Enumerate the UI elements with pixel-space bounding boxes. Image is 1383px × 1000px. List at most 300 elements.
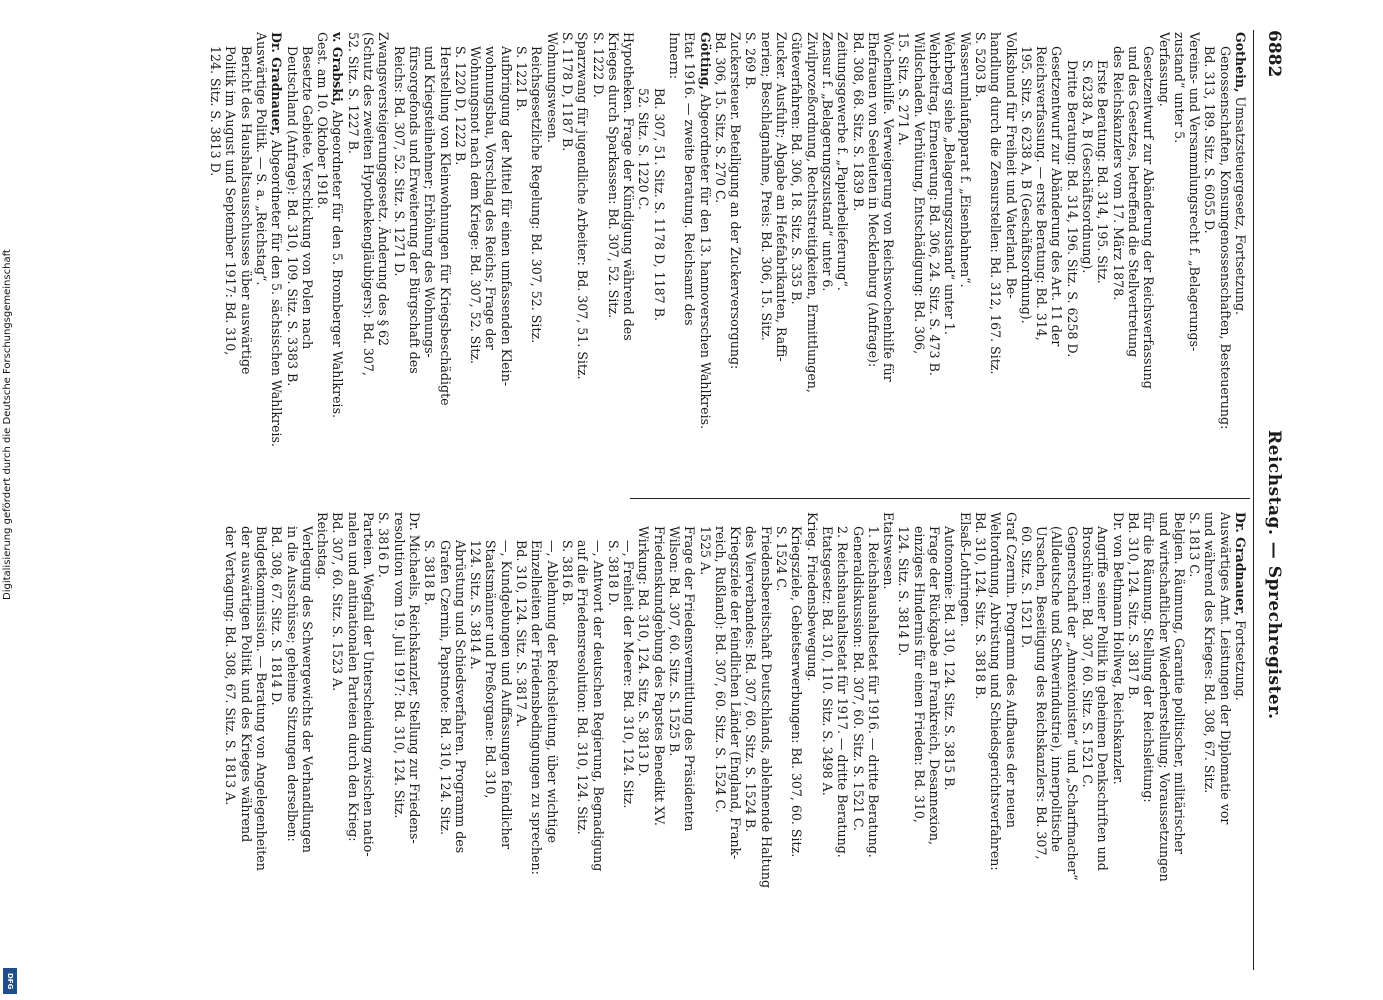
entry-text: S. 3816 D.	[376, 512, 392, 578]
register-entry	[254, 32, 269, 490]
entry-line	[590, 512, 605, 970]
entry-line	[697, 32, 712, 490]
entry-line	[238, 512, 253, 970]
entry-text: Reichstag.	[315, 512, 331, 580]
entry-text: 195. Sitz. S. 6238 A, B (Geschäftsordnung).	[1018, 46, 1034, 324]
entry-line	[560, 512, 575, 970]
register-entry	[1080, 512, 1111, 970]
register-entry	[896, 512, 957, 970]
entry-text: Zivilprozeßordnung, Rechtsstreitigkeiten, Ermittlungen,	[804, 32, 820, 393]
dfg-logo: DFG	[3, 968, 17, 994]
entry-line	[942, 32, 957, 490]
entry-text: Angriffe seiner Politik in geheimen Denkschriften und	[1095, 526, 1111, 871]
register-entry	[208, 32, 254, 490]
entry-line	[636, 32, 651, 490]
entry-line	[1080, 32, 1095, 490]
entry-line	[254, 32, 269, 490]
entry-text: Gesetzentwurf zur Abänderung der Reichsverfassung	[1141, 46, 1157, 389]
entry-text: Bd. 307, 60. Sitz. S. 1523 A.	[330, 512, 346, 692]
entry-line	[376, 32, 391, 490]
entry-line	[437, 32, 452, 490]
register-entry	[315, 32, 346, 490]
entry-text: Verlegung des Schwergewichts der Verhandlungen	[299, 526, 315, 853]
entry-text: Bd. 310, 124. Sitz. S. 3818 B.	[972, 512, 988, 700]
entry-text: —, Ablehnung der Reichsleitung, über wichtige	[544, 540, 560, 843]
entry-line	[1217, 32, 1232, 490]
register-entry	[957, 32, 972, 490]
entry-line	[1126, 512, 1141, 970]
entry-line	[575, 32, 590, 490]
entry-text: Elsaß-Lothringen.	[957, 512, 973, 627]
entry-text: Bd. 313, 189. Sitz. S. 6055 D.	[1202, 46, 1218, 234]
entry-text: S. 1222 D.	[590, 32, 606, 98]
entry-line	[820, 32, 835, 490]
entry-line	[866, 512, 881, 970]
register-entry	[391, 32, 452, 490]
entry-text: —, Kundgebungen und Auffassungen feindlicher	[498, 540, 514, 850]
entry-line	[345, 512, 360, 970]
funding-credit: Digitalisierung gefördert durch die Deutsche Forschungsgemeinschaft	[2, 249, 13, 600]
entry-line	[437, 512, 452, 970]
entry-text: Güteverfahren: Bd. 306, 18. Sitz. S. 335 B.	[789, 32, 805, 305]
entry-line	[988, 32, 1003, 490]
entry-line	[804, 32, 819, 490]
entry-line	[284, 512, 299, 970]
entry-text: und wirtschaftlicher Wiederherstellung; Voraussetzungen	[1156, 512, 1172, 882]
entry-text: Budgetkommission. — Beratung von Angelegenheiten	[254, 526, 269, 871]
register-entry	[1233, 32, 1248, 490]
entry-text: 1525 A.	[697, 526, 713, 576]
entry-text: und während des Krieges: Bd. 308, 67. Sitz.	[1202, 512, 1218, 794]
entry-text: 15. Sitz. S. 271 A.	[896, 32, 912, 146]
entry-line	[560, 32, 575, 490]
entry-text: Sparzwang für jugendliche Arbeiter: Bd. 307, 51. Sitz.	[575, 32, 591, 380]
entry-text: Krieg. Friedensbewegung.	[804, 512, 820, 682]
entry-line	[223, 512, 238, 970]
entry-text: Friedensbereitschaft Deutschlands, ablehnende Haltung	[758, 526, 774, 889]
entry-text: Genossenschaften, Konsumgenossenschaften, Besteuerung:	[1217, 46, 1233, 430]
entry-text: für die Räumung. Stellung der Reichsleitung:	[1141, 512, 1157, 803]
page-header	[1253, 30, 1290, 970]
entry-line	[1034, 32, 1049, 490]
entry-text: Bericht des Haushaltsausschusses über auswärtige	[238, 46, 254, 375]
register-entry	[590, 32, 636, 490]
entry-line	[789, 32, 804, 490]
entry-text: 52. Sitz. S. 1227 B.	[345, 32, 361, 154]
entry-text: Politik im August und September 1917: Bd. 310,	[223, 46, 239, 356]
register-entry	[973, 512, 1019, 970]
entry-line	[284, 32, 299, 490]
entry-text: Bd. 306, 15. Sitz. S. 270 C.	[712, 32, 728, 204]
entry-line	[575, 512, 590, 970]
entry-text: Reichsgesetzliche Regelung: Bd. 307, 52. Sitz.	[529, 46, 545, 344]
entry-text: Weltordnung, Abrüstung und Schiedsgerichtsverfahren:	[988, 512, 1004, 871]
entry-line	[728, 32, 743, 490]
entry-text: Bd. 308, 67. Sitz. S. 1814 D.	[269, 526, 285, 706]
entry-text: (Alldeutsche und Schwerindustrie), innerpolitische	[1049, 526, 1065, 853]
entry-line	[544, 512, 559, 970]
entry-line	[881, 32, 896, 490]
entry-text: nerien; Beschlagnahme, Preis: Bd. 306, 15. Sitz.	[758, 32, 774, 341]
entry-text: Wildschaden. Verhütung, Entschädigung: Bd. 306,	[911, 32, 927, 355]
entry-text: reich, Rußland): Bd. 307, 60. Sitz. S. 1524 C.	[712, 526, 728, 813]
entry-line	[1064, 512, 1079, 970]
entry-text: Abgeordneter für den 13. hannoverschen Wahlkreis.	[697, 93, 713, 430]
running-title: Reichstag. — Sprechregister.	[1264, 430, 1284, 720]
entry-line	[453, 512, 468, 970]
entry-line	[468, 512, 483, 970]
entry-text: resolution vom 19. Juli 1917: Bd. 310, 124. Sitz.	[391, 512, 407, 819]
entry-line	[300, 32, 315, 490]
entry-text: Krieges durch Sparkassen: Bd. 307, 52. Sitz.	[605, 32, 621, 319]
register-entry	[544, 32, 559, 490]
entry-text: Etatswesen.	[881, 512, 897, 590]
entry-line	[330, 32, 345, 490]
register-entry	[1187, 512, 1233, 970]
entry-text: Dr. von Bethmann Hollweg, Reichskanzler.	[1110, 512, 1126, 785]
register-entry	[376, 512, 422, 970]
entry-line	[651, 512, 666, 970]
entry-text: Umsatzsteuergesetz, Fortsetzung.	[1233, 96, 1248, 316]
entry-text: 124. Sitz. S. 3813 D.	[208, 46, 224, 177]
entry-text: S. 3818 B.	[422, 540, 438, 606]
entry-text: Herstellung von Kleinwohnungen für Kriegsbeschädigte	[437, 46, 453, 406]
entry-text: Wirkung: Bd. 310, 124. Sitz. S. 3813 D.	[636, 526, 652, 777]
register-entry	[667, 32, 698, 490]
entry-line	[529, 512, 544, 970]
entry-line	[330, 512, 345, 970]
entry-line	[1217, 512, 1232, 970]
register-entry	[1156, 32, 1171, 490]
entry-line	[590, 32, 605, 490]
entry-line	[988, 512, 1003, 970]
entry-text: Reichs: Bd. 307, 52. Sitz. S. 1271 D.	[391, 46, 407, 277]
entry-line	[1064, 32, 1079, 490]
register-entry	[789, 32, 820, 490]
entry-line	[407, 32, 422, 490]
register-entry	[514, 32, 545, 490]
entry-text: Volksbund für Freiheit und Vaterland. Be-	[1003, 32, 1019, 299]
entry-line	[927, 32, 942, 490]
entry-line	[835, 512, 850, 970]
entry-text: nalen und antinationalen Parteien durch den Krieg:	[345, 512, 361, 842]
entry-line	[1110, 512, 1125, 970]
entry-line	[345, 32, 360, 490]
entry-text: (Schutz des zweiten Hypothekengläubigers): Bd. 307,	[361, 32, 377, 376]
entry-text: Zuckersteuer. Beteiligung an der Zuckerversorgung:	[728, 32, 744, 370]
entry-text: 2. Reichshaushaltsetat für 1917. — dritte Beratung.	[835, 526, 851, 858]
entry-text: der Vertagung: Bd. 308, 67. Sitz. S. 1813 A.	[223, 526, 239, 806]
entry-text: S. 5203 B.	[972, 32, 988, 98]
entry-text: Reichsverfassung. — erste Beratung: Bd. 314,	[1034, 46, 1050, 341]
entry-line	[422, 32, 437, 490]
entry-text: Erste Beratung: Bd. 314, 195. Sitz.	[1095, 60, 1111, 284]
entry-text: Grafen Czernin, Papstnote: Bd. 310, 124. Sitz.	[437, 540, 453, 836]
entry-text: S. 3816 B.	[559, 540, 575, 606]
register-entry	[1126, 512, 1187, 970]
entry-line	[850, 32, 865, 490]
entry-text: Deutschland (Anfrage): Bd. 310, 109. Sitz. S. 3383 B.	[284, 46, 300, 387]
entry-line	[606, 32, 621, 490]
entry-line	[1172, 32, 1187, 490]
entry-line	[391, 512, 406, 970]
entry-line	[483, 32, 498, 490]
entry-line	[759, 512, 774, 970]
entry-line	[529, 32, 544, 490]
entry-text: Gesetzentwurf zur Abänderung des Art. 11 der	[1049, 46, 1065, 347]
speaker-name: v. Grabski,	[330, 32, 346, 107]
entry-line	[1126, 32, 1141, 490]
entry-line	[911, 512, 926, 970]
entry-line	[820, 512, 835, 970]
entry-line	[1141, 512, 1156, 970]
entry-text: Zucker. Ausfuhr; Abgabe an Hefefabrikanten, Raffi-	[774, 32, 790, 362]
entry-text: und Kriegsteilnehmer; Erhöhung des Wohnungs-	[422, 46, 438, 358]
entry-line	[1095, 32, 1110, 490]
entry-text: 52. Sitz. S. 1220 C.	[636, 88, 652, 210]
register-entry	[927, 32, 942, 490]
entry-text: Dritte Beratung: Bd. 314, 196. Sitz. S. 6258 D.	[1064, 60, 1080, 358]
entry-text: des Vierverbandes: Bd. 307, 60. Sitz. S. 1524 B.	[743, 526, 759, 833]
entry-line	[606, 512, 621, 970]
entry-line	[942, 512, 957, 970]
entry-text: Zeitungsgewerbe f. „Papierbelieferung“.	[835, 32, 851, 291]
entry-line	[1156, 512, 1171, 970]
register-entry	[1110, 32, 1156, 490]
entry-line	[1172, 512, 1187, 970]
entry-line	[422, 512, 437, 970]
entry-line	[957, 512, 972, 970]
entry-line	[300, 512, 315, 970]
entry-text: Broschüren: Bd. 307, 60. Sitz. S. 1521 C.	[1080, 526, 1096, 788]
entry-line	[682, 32, 697, 490]
entry-line	[973, 512, 988, 970]
entry-line	[881, 512, 896, 970]
entry-text: Generaldiskussion: Bd. 307, 60. Sitz. S. 1521 C.	[850, 526, 866, 832]
entry-line	[269, 32, 284, 490]
entry-text: 124. Sitz. S. 3814 A.	[468, 540, 484, 670]
entry-text: S. 1524 C.	[774, 526, 790, 592]
register-entry	[284, 32, 315, 490]
entry-line	[1034, 512, 1049, 970]
register-entry	[973, 32, 1019, 490]
entry-line	[315, 512, 330, 970]
entry-text: S. 3818 D.	[605, 540, 621, 606]
entry-line	[713, 32, 728, 490]
entry-line	[1110, 32, 1125, 490]
entry-line	[1156, 32, 1171, 490]
entry-text: Besetzte Gebiete. Verschickung von Polen nach	[299, 46, 315, 350]
register-entry	[713, 32, 744, 490]
entry-text: Ursachen, Beseitigung des Reichskanzlers: Bd. 307,	[1034, 526, 1050, 860]
entry-text: Frage der Rückgabe an Frankreich, Desannexion,	[927, 526, 943, 846]
entry-line	[208, 32, 223, 490]
entry-line	[514, 32, 529, 490]
entry-line	[453, 32, 468, 490]
entry-line	[850, 512, 865, 970]
entry-text: —, Antwort der deutschen Regierung, Begnadigung	[590, 540, 606, 872]
entry-text: Wilson: Bd. 307, 60. Sitz. S. 1525 B.	[667, 526, 683, 757]
entry-text: Kriegsziele, Gebietserwerbungen: Bd. 307, 60. Sitz.	[789, 526, 805, 858]
entry-line	[1019, 512, 1034, 970]
register-entry	[1019, 512, 1080, 970]
entry-line	[667, 32, 682, 490]
register-entry	[820, 512, 881, 970]
entry-line	[927, 512, 942, 970]
entry-text: Autonomie: Bd. 310, 124. Sitz. S. 3815 B.	[942, 526, 958, 791]
entry-text: zustand“ unter 5.	[1171, 32, 1187, 144]
entry-line	[835, 32, 850, 490]
register-entry	[636, 512, 804, 970]
entry-text: S. 6238 A, B (Geschäftsordnung).	[1080, 60, 1096, 274]
register-entry	[743, 32, 789, 490]
entry-text: Graf Czernin. Programm des Aufbaues der neuen	[1003, 512, 1019, 829]
entry-line	[238, 32, 253, 490]
entry-line	[1187, 512, 1202, 970]
entry-text: Frage der Friedensvermittlung des Präsidenten	[682, 526, 698, 832]
entry-text: des Reichskanzlers vom 17. März 1878.	[1110, 46, 1126, 301]
entry-line	[759, 32, 774, 490]
entry-line	[1095, 512, 1110, 970]
register-entry	[223, 512, 315, 970]
entry-text: Ehefrauen von Seeleuten in Mecklenburg (Anfrage):	[865, 32, 881, 368]
entry-line	[1049, 512, 1064, 970]
register-entry	[896, 32, 927, 490]
entry-line	[667, 512, 682, 970]
register-entry	[942, 32, 957, 490]
entry-text: Hypotheken. Frage der Kündigung während des	[621, 32, 637, 341]
entry-text: Zensur f. „Belagerungszustand“ unter 6.	[819, 32, 835, 292]
entry-line	[774, 512, 789, 970]
entry-text: Bd. 307, 51. Sitz. S. 1178 D, 1187 B.	[651, 88, 667, 321]
register-entry	[1110, 512, 1125, 970]
register-entry	[1202, 32, 1233, 490]
register-entry	[957, 512, 972, 970]
entry-text: S. 1221 B.	[514, 46, 530, 112]
entry-text: Kriegsziele der feindlichen Länder (England, Frank-	[728, 526, 744, 860]
entry-line	[223, 32, 238, 490]
entry-line	[498, 512, 513, 970]
entry-text: S. 1813 C.	[1187, 512, 1203, 578]
entry-line	[468, 32, 483, 490]
speaker-name: Dr. Gradnauer,	[1233, 512, 1248, 617]
register-entry	[804, 512, 819, 970]
entry-text: Abrüstung und Schiedsverfahren. Programm des	[452, 540, 468, 854]
entry-line	[957, 32, 972, 490]
entry-line	[1202, 32, 1217, 490]
entry-text: Wochenhilfe. Verweigerung von Reichswochenhilfe für	[881, 32, 897, 382]
entry-text: Wehrberg siehe „Belagerungszustand“ unter 1.	[942, 32, 958, 335]
entry-line	[636, 512, 651, 970]
entry-line	[1202, 512, 1217, 970]
entry-line	[743, 512, 758, 970]
entry-text: handlung durch die Zensurstellen: Bd. 312, 167. Sitz.	[988, 32, 1004, 375]
speaker-name: Gothein,	[1233, 32, 1248, 93]
entry-line	[743, 32, 758, 490]
speaker-name: Dr. Gradnauer,	[269, 32, 285, 137]
entry-line	[361, 32, 376, 490]
register-entry	[820, 32, 835, 490]
entry-text: Belgien. Räumung, Garantie politischer, militärischer	[1171, 512, 1187, 855]
register-entry	[345, 32, 391, 490]
entry-line	[774, 32, 789, 490]
entry-text: Verfassung.	[1156, 32, 1172, 107]
entry-text: Auswärtige Politik. — S. a. „Reichstag“.	[254, 32, 269, 286]
entry-text: S. 1220 D, 1222 B.	[452, 46, 468, 166]
entry-line	[1233, 512, 1248, 970]
register-entry	[1019, 32, 1065, 490]
register-entry	[881, 512, 896, 970]
entry-line	[391, 32, 406, 490]
entry-text: Wasserumlaufapparat f. „Eisenbahnen“.	[957, 32, 973, 288]
entry-text: Fortsetzung.	[1233, 620, 1248, 701]
entry-text: 60. Sitz. S. 1521 D.	[1018, 526, 1034, 649]
register-entry	[330, 512, 376, 970]
entry-line	[682, 512, 697, 970]
entry-text: Abgeordneter für den 5. Bromberger Wahlkreis.	[330, 110, 346, 419]
entry-text: und des Gesetzes, betreffend die Stellvertretung	[1125, 46, 1141, 358]
entry-text: S. 269 B.	[743, 32, 759, 90]
entry-line	[866, 32, 881, 490]
entry-line	[514, 512, 529, 970]
entry-line	[1019, 32, 1034, 490]
entry-line	[1080, 512, 1095, 970]
register-entry	[1064, 32, 1110, 490]
register-entry	[835, 32, 850, 490]
entry-text: Vereins- und Versammlungsrecht f. „Belagerungs-	[1187, 32, 1203, 352]
entry-text: Auswärtiges Amt. Leistungen der Diplomatie vor	[1217, 512, 1233, 825]
entry-text: Etat 1916. — zweite Beratung. Reichsamt des	[682, 32, 698, 326]
entry-line	[896, 32, 911, 490]
entry-text: Zwangsversteigerungsgesetz. Änderung des § 62	[376, 32, 392, 347]
entry-text: Wohnungswesen.	[544, 32, 560, 143]
entry-line	[376, 512, 391, 970]
entry-text: Wohnungsnot nach dem Kriege: Bd. 307, 52. Sitz.	[468, 46, 484, 365]
left-column	[208, 32, 1248, 490]
entry-text: Bd. 308, 68. Sitz. S. 1839 B.	[850, 32, 866, 212]
entry-text: Staatsmänner und Preßorgane: Bd. 310,	[483, 540, 499, 799]
speaker-name: Götting,	[697, 32, 713, 90]
column-divider	[630, 498, 1250, 499]
entry-text: Einzelheiten der Friedensbedingungen zu sprechen:	[529, 540, 545, 875]
register-entry	[422, 512, 636, 970]
entry-text: Wehrbeitrag, Erneuerung: Bd. 306, 24. Sitz. S. 473 B.	[927, 32, 943, 376]
entry-text: Parteien. Wegfall der Unterscheidung zwischen natio-	[361, 512, 377, 857]
entry-text: —, Freiheit der Meere: Bd. 310, 124. Sitz.	[621, 540, 637, 809]
entry-line	[1141, 32, 1156, 490]
entry-line	[621, 32, 636, 490]
entry-line	[1049, 32, 1064, 490]
register-entry	[697, 32, 712, 490]
entry-line	[254, 512, 269, 970]
entry-text: 1. Reichshaushaltsetat für 1916. — dritte Beratung.	[865, 526, 881, 858]
entry-text: auf die Friedensresolution: Bd. 310, 124. Sitz.	[575, 540, 591, 835]
entry-text: Abgeordneter für den 5. sächsischen Wahlkreis.	[269, 140, 285, 447]
entry-text: Etatsgesetz: Bd. 310, 110. Sitz. S. 3498 A.	[819, 526, 835, 796]
entry-line	[483, 512, 498, 970]
entry-text: Gest. am 10. Oktober 1918.	[315, 32, 331, 209]
entry-line	[1233, 32, 1248, 490]
entry-text: fürsorgefonds und Erweiterung der Bürgschaft des	[406, 46, 422, 374]
entry-line	[361, 512, 376, 970]
entry-line	[651, 32, 666, 490]
entry-line	[973, 32, 988, 490]
entry-line	[498, 32, 513, 490]
entry-line	[544, 32, 559, 490]
entry-line	[1003, 32, 1018, 490]
register-entry	[1172, 32, 1203, 490]
entry-text: Friedenskundgebung des Papstes Benedikt XV.	[651, 526, 667, 826]
